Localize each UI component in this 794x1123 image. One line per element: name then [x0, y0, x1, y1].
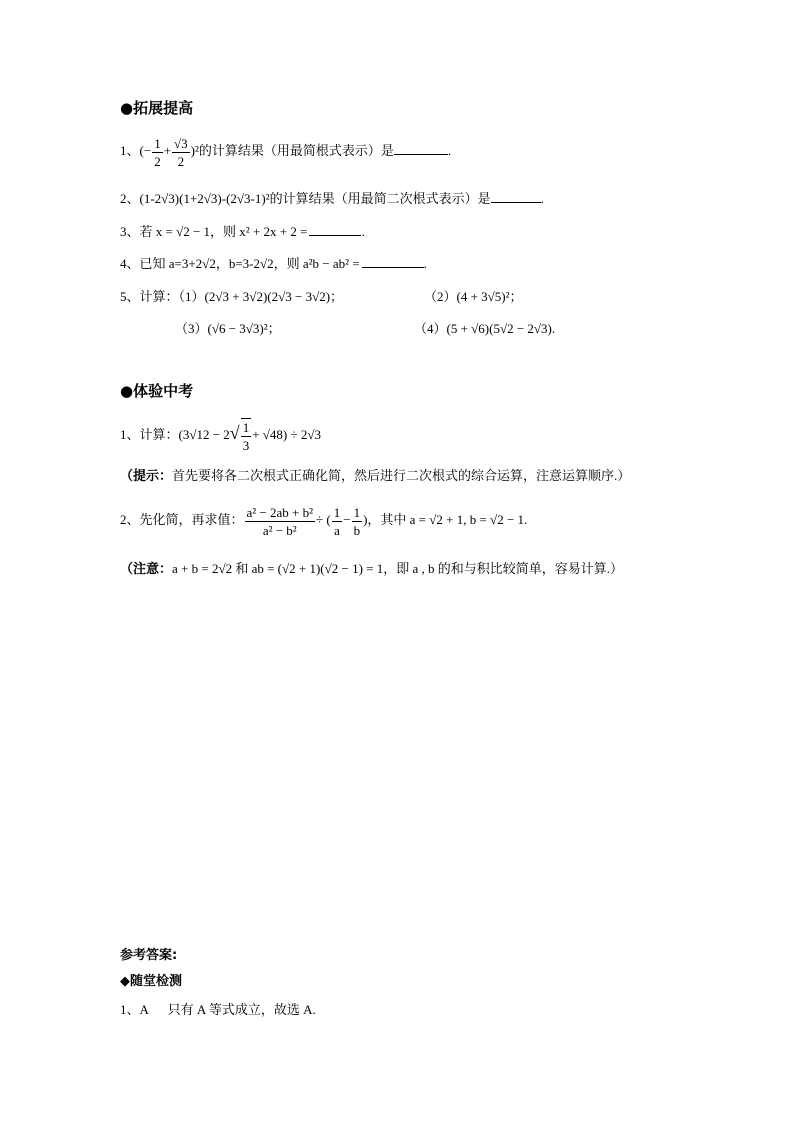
eq2-pre: 2、先化简，再求值：	[120, 512, 244, 527]
exam-question-2	[120, 500, 527, 540]
eq2-frac3: $\frac{1}{b}$	[353, 504, 361, 538]
answers-subtitle: ◆随堂检测	[120, 974, 182, 989]
q3-answer-blank	[309, 234, 361, 236]
question-1	[120, 132, 451, 170]
q5-part2: （2）(4 + 3√5)²；	[424, 289, 523, 304]
eq1-frac: $\frac{1}{3}$	[242, 420, 250, 454]
eq2-frac2: $\frac{1}{a}$	[333, 504, 341, 538]
q2-answer-blank	[491, 201, 541, 203]
note-label: （注意：	[120, 561, 173, 576]
q5-part4: （4）(5 + √6)(5√2 − 2√3).	[414, 321, 556, 336]
note-text: a + b = 2√2 和 ab = (√2 + 1)(√2 − 1) = 1，即 a , b 的和与积比较简单，容易计算.）	[172, 561, 624, 576]
question-4	[120, 253, 427, 272]
answers-title: 参考答案:	[120, 948, 178, 963]
question-5	[120, 286, 343, 305]
eq1-radical-sign: √	[229, 423, 240, 443]
q1-frac2: $\frac{√3}{2}$	[174, 135, 188, 169]
q1-answer-blank	[394, 153, 448, 155]
eq2-mid: ÷ (	[316, 512, 331, 527]
q1-end: .	[447, 143, 452, 158]
eq2-minus: −	[343, 512, 351, 527]
q2-end: .	[540, 191, 544, 206]
q5-label: 5、计算：	[120, 289, 179, 304]
q1-post: )²的计算结果（用最简根式表示）是	[190, 143, 394, 158]
q3-text: 3、若 x = √2 − 1，则 x² + 2x + 2 =	[120, 224, 308, 239]
q4-answer-blank	[362, 266, 424, 268]
q3-end: .	[361, 224, 365, 239]
hint-label: （提示：	[120, 468, 173, 483]
eq1-pre: 1、计算：(3√12 − 2	[120, 427, 230, 442]
q5-part3: （3）(√6 − 3√3)²；	[175, 321, 281, 336]
q1-frac1: $\frac{1}{2}$	[154, 135, 161, 169]
exam-note	[120, 558, 623, 577]
exam-hint	[120, 465, 630, 484]
q5-part1: （1）(2√3 + 3√2)(2√3 − 3√2)；	[178, 289, 344, 304]
eq2-post: )，其中 a = √2 + 1, b = √2 − 1.	[363, 512, 528, 527]
q4-end: .	[423, 256, 427, 271]
section-title-expand: ●拓展提高	[120, 99, 194, 117]
q1-plus: +	[163, 143, 172, 158]
q1-number: 1、	[120, 143, 140, 158]
q1-pre: (−	[139, 143, 152, 158]
exam-question-1	[120, 414, 321, 454]
hint-text: 首先要将各二次根式正确化简，然后进行二次根式的综合运算，注意运算顺序.）	[172, 468, 631, 483]
q2-text: 2、(1-2√3)(1+2√3)-(2√3-1)²的计算结果（用最简二次根式表示）是	[120, 191, 491, 206]
eq2-frac1: $\frac{\text{a² − 2ab + b²}}{\text{a² − b²}}$	[246, 504, 314, 538]
q4-text: 4、已知 a=3+2√2，b=3-2√2，则 a²b − ab² =	[120, 256, 360, 271]
question-2	[120, 188, 544, 207]
question-3	[120, 221, 365, 240]
answer-1: 1、A 只有 A 等式成立，故选 A.	[120, 1002, 316, 1017]
section-title-exam: ●体验中考	[120, 382, 194, 400]
eq1-post: + √48) ÷ 2√3	[252, 427, 322, 442]
